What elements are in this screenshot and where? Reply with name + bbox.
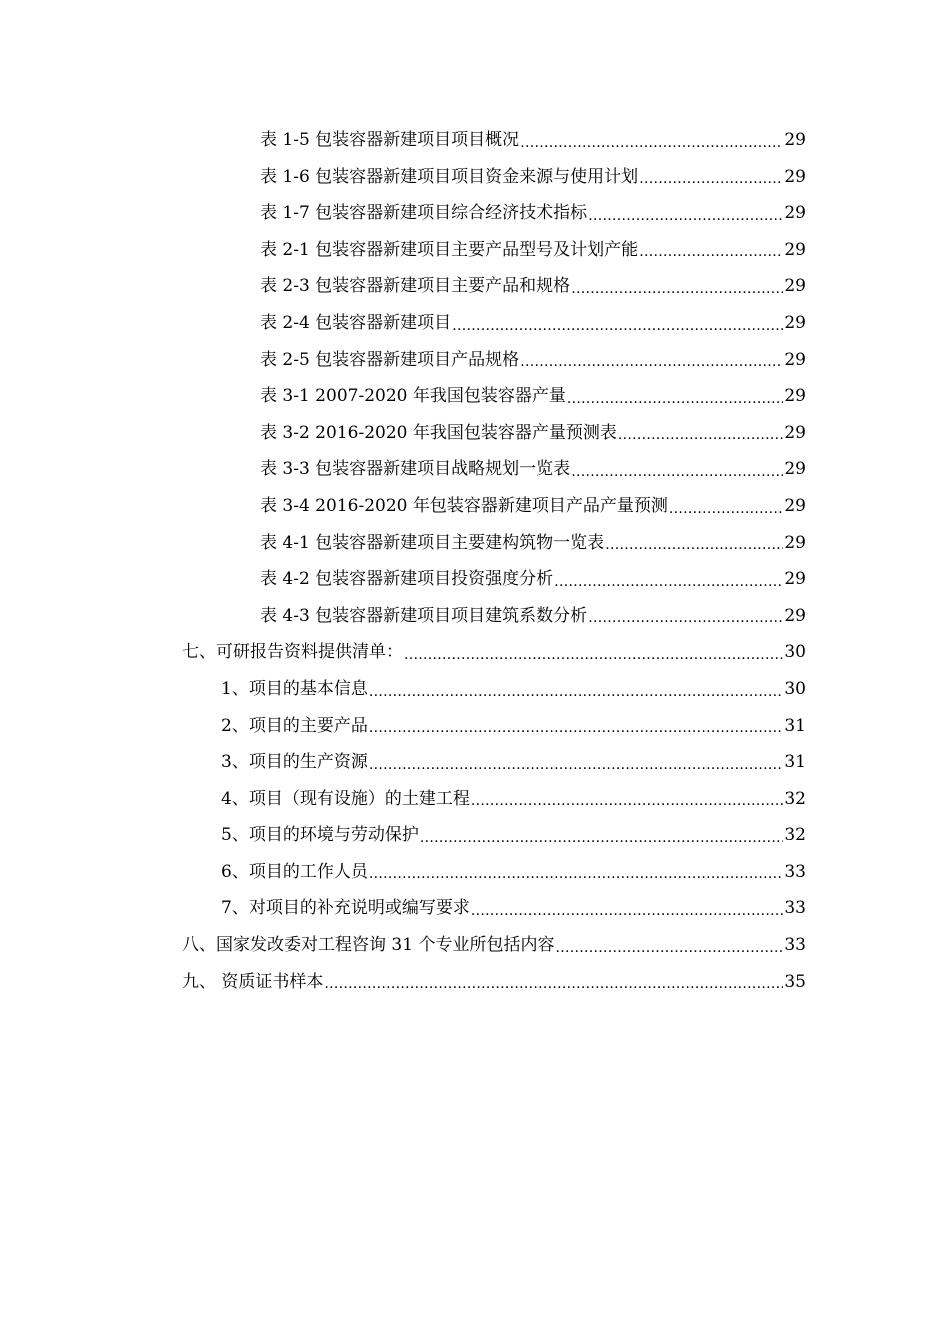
toc-entry-table-1-7[interactable] [0,195,806,232]
toc-entry-page: 29 [784,422,806,443]
toc-entry-page: 29 [784,495,806,516]
toc-entry-label: 表 4-1 包装容器新建项目主要建构筑物一览表 [260,525,605,562]
toc-dot-leader [588,598,783,635]
toc-entry-label: 4、项目（现有设施）的土建工程 [221,781,471,818]
toc-entry-item-6[interactable] [0,854,806,891]
toc-entry-label: 表 4-2 包装容器新建项目投资强度分析 [260,561,554,598]
toc-dot-leader [669,488,784,525]
toc-entry-page: 29 [784,130,806,150]
toc-entry-label: 表 2-5 包装容器新建项目产品规格 [260,342,520,379]
toc-entry-page: 30 [784,678,806,699]
toc-entry-page: 32 [784,825,806,846]
toc-entry-item-7[interactable] [0,890,806,927]
toc-entry-table-2-1[interactable] [0,232,806,269]
toc-entry-table-3-2[interactable] [0,415,806,452]
toc-entry-page: 29 [784,239,806,260]
toc-entry-table-4-3[interactable] [0,598,806,635]
toc-entry-page: 32 [784,788,806,809]
toc-entry-label: 表 4-3 包装容器新建项目项目建筑系数分析 [260,598,588,635]
toc-entry-page: 29 [784,312,806,333]
toc-entry-page: 29 [784,349,806,370]
toc-entry-label: 表 3-1 2007-2020 年我国包装容器产量 [260,378,567,415]
toc-dot-leader [639,232,783,269]
toc-dot-leader [571,268,783,305]
toc-entry-section-9[interactable] [0,964,806,1001]
toc-entry-page: 29 [784,605,806,626]
toc-entry-page: 29 [784,166,806,187]
toc-entry-section-7[interactable] [0,634,806,671]
toc-entry-table-2-5[interactable] [0,342,806,379]
toc-entry-item-5[interactable] [0,817,806,854]
toc-entry-label: 表 1-6 包装容器新建项目项目资金来源与使用计划 [260,159,639,196]
toc-dot-leader [404,634,783,671]
toc-entry-page: 35 [784,971,806,992]
toc-entry-page: 29 [784,532,806,553]
toc-dot-leader [369,671,784,708]
toc-entry-label: 表 3-4 2016-2020 年包装容器新建项目产品产量预测 [260,488,669,525]
toc-entry-page: 29 [784,203,806,224]
toc-entry-table-4-2[interactable] [0,561,806,598]
toc-entry-label: 6、项目的工作人员 [221,854,369,891]
toc-entry-table-3-1[interactable] [0,378,806,415]
toc-entry-label: 2、项目的主要产品 [221,708,369,745]
toc-dot-leader [605,525,783,562]
toc-entry-label: 九、 资质证书样本 [182,964,324,1001]
toc-entry-page: 33 [784,935,806,956]
toc-dot-leader [369,854,784,891]
toc-entry-table-3-3[interactable] [0,451,806,488]
toc-entry-page: 29 [784,386,806,407]
toc-entry-page: 31 [784,715,806,736]
toc-entry-table-3-4[interactable] [0,488,806,525]
toc-entry-page: 31 [784,752,806,773]
toc-entry-page: 29 [784,569,806,590]
toc-entry-label: 表 2-1 包装容器新建项目主要产品型号及计划产能 [260,232,639,269]
toc-entry-table-4-1[interactable] [0,525,806,562]
toc-entry-label: 表 1-7 包装容器新建项目综合经济技术指标 [260,195,588,232]
toc-dot-leader [639,159,783,196]
toc-entry-item-3[interactable] [0,744,806,781]
toc-entry-table-1-6[interactable] [0,159,806,196]
toc-entry-label: 7、对项目的补充说明或编写要求 [221,890,471,927]
toc-dot-leader [471,781,784,818]
toc-entry-section-8[interactable] [0,927,806,964]
toc-entry-item-2[interactable] [0,708,806,745]
toc-entry-label: 表 3-3 包装容器新建项目战略规划一览表 [260,451,571,488]
toc-entry-page: 29 [784,276,806,297]
toc-entry-page: 33 [784,861,806,882]
toc-dot-leader [555,927,783,964]
toc-entry-label: 表 1-5 包装容器新建项目项目概况 [260,122,520,159]
toc-entry-label: 表 3-2 2016-2020 年我国包装容器产量预测表 [260,415,618,452]
toc-entry-table-2-3[interactable] [0,268,806,305]
toc-dot-leader [420,817,784,854]
toc-entry-label: 1、项目的基本信息 [221,671,369,708]
toc-dot-leader [554,561,783,598]
toc-entry-page: 30 [784,642,806,663]
toc-dot-leader [618,415,784,452]
toc-dot-leader [567,378,784,415]
toc-dot-leader [324,964,783,1001]
toc-dot-leader [571,451,783,488]
toc-dot-leader [471,890,784,927]
toc-entry-page: 29 [784,459,806,480]
toc-entry-page: 33 [784,898,806,919]
toc-entry-label: 表 2-4 包装容器新建项目 [260,305,452,342]
toc-entry-label: 表 2-3 包装容器新建项目主要产品和规格 [260,268,571,305]
toc-dot-leader [369,708,784,745]
table-of-contents [0,122,950,1000]
toc-entry-label: 八、国家发改委对工程咨询 31 个专业所包括内容 [182,927,555,964]
toc-entry-label: 3、项目的生产资源 [221,744,369,781]
toc-entry-table-2-4[interactable] [0,305,806,342]
toc-entry-table-1-5[interactable] [0,122,806,159]
toc-dot-leader [588,195,783,232]
toc-entry-label: 5、项目的环境与劳动保护 [221,817,420,854]
toc-entry-item-1[interactable] [0,671,806,708]
toc-dot-leader [520,122,783,159]
toc-dot-leader [452,305,783,342]
toc-dot-leader [369,744,784,781]
toc-dot-leader [520,342,783,379]
toc-entry-label: 七、可研报告资料提供清单： [182,634,404,671]
toc-entry-item-4[interactable] [0,781,806,818]
